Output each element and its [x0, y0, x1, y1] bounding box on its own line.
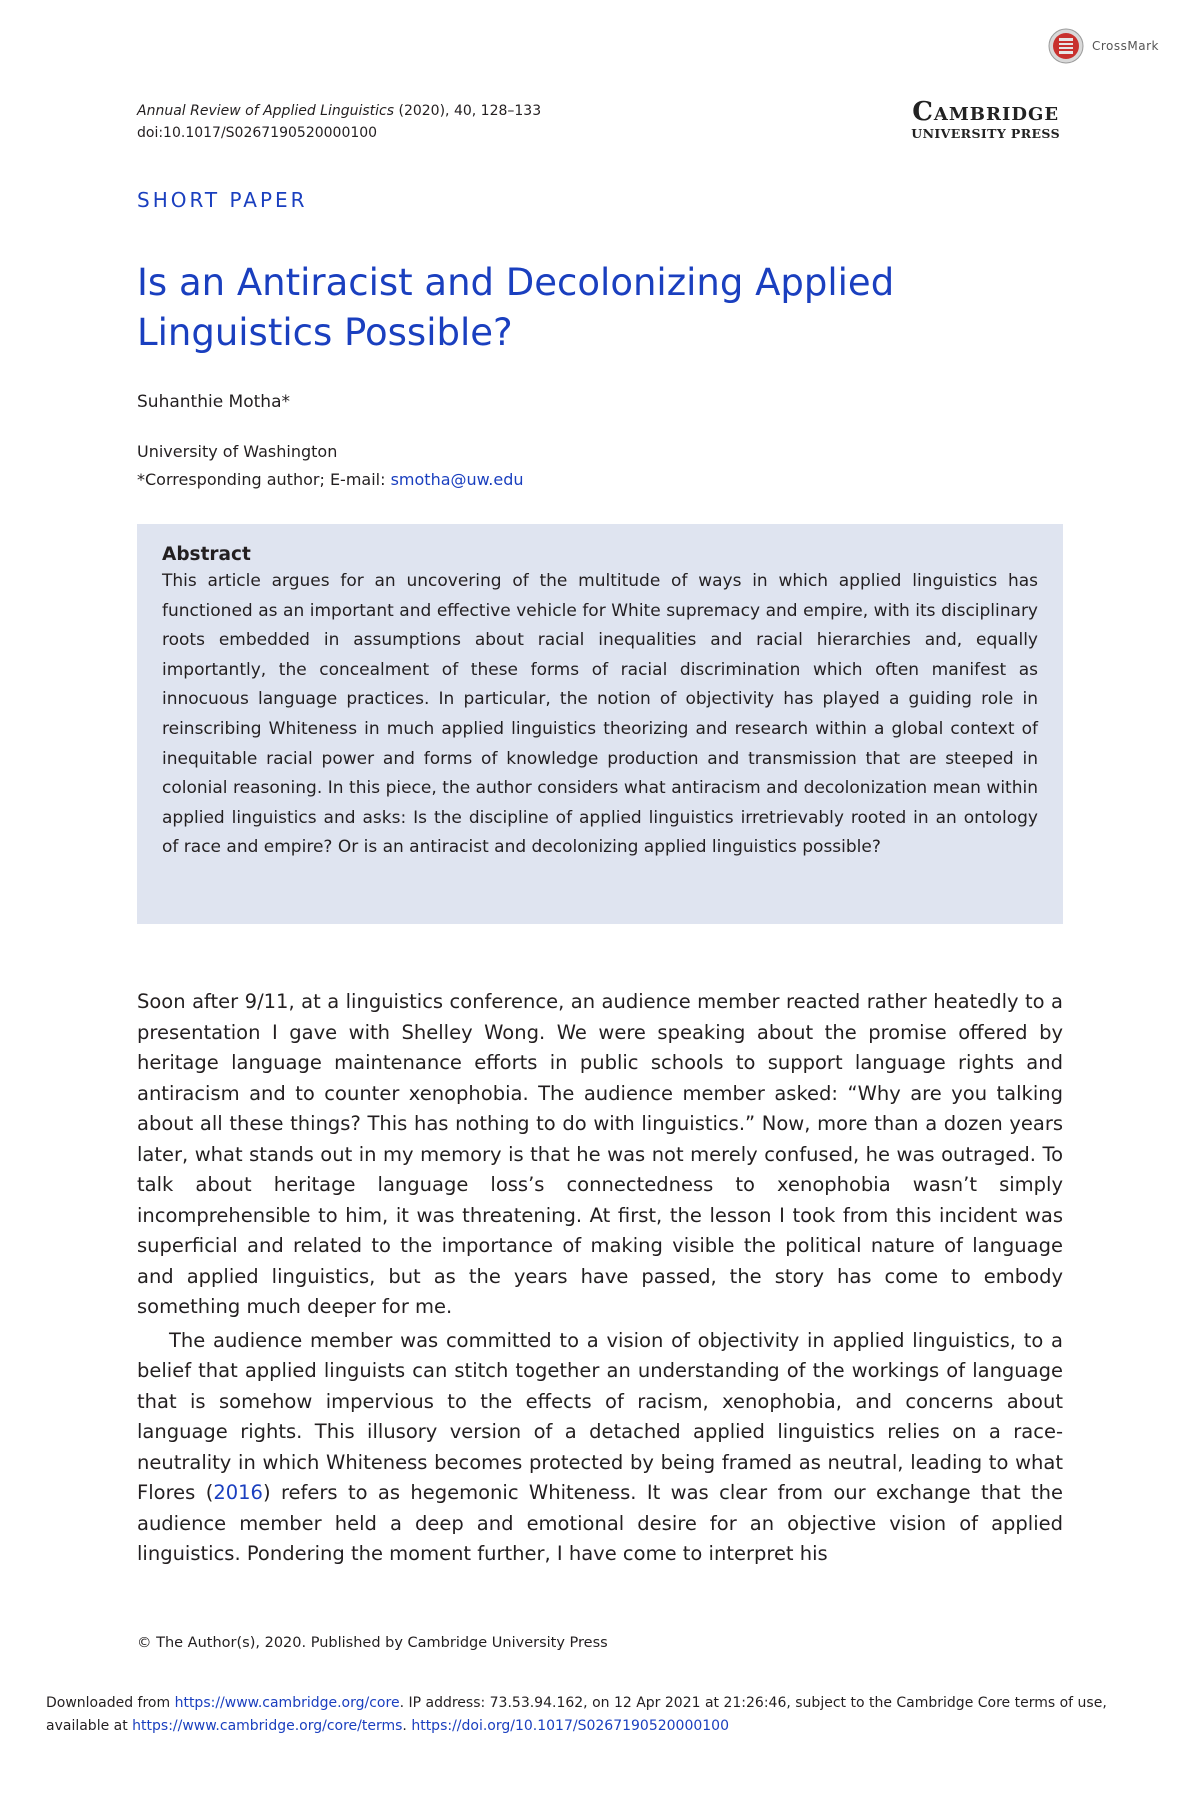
body-paragraph-1: Soon after 9/11, at a linguistics conference, an audience member reacted rather heatedly to a presentation I gave with Shelley Wong. We were speaking about the promise offered by heritage language maintenance efforts in public schools to support language rights and antiracism and to counter xenophobia. The audience member asked: “Why are you talking about all these things? This has nothing to do with linguistics.” Now, more than a dozen years later, what stands out in my memory is that he was not merely confused, he was outraged. To talk about heritage language loss’s connectedness to xenophobia wasn’t simply incomprehensible to him, it was threatening. At first, the lesson I took from this incident was superficial and related to the importance of making visible the political nature of language and applied linguistics, but as the years have passed, the story has come to embody something much deeper for me.	[137, 990, 1063, 1318]
paragraph-2-text-start: The audience member was committed to a vision of objectivity in applied linguistics, to a belief that applied linguists can stitch together an understanding of the workings of language that is somehow impervious to the effects of racism, xenophobia, and concerns about language rights. This illusory version of a detached applied linguistics relies on a race-neutrality in which Whiteness becomes protected by being framed as neutral, leading to what Flores (	[137, 1328, 1063, 1504]
download-separator: .	[402, 1718, 412, 1734]
journal-citation	[137, 100, 541, 144]
download-notice	[46, 1692, 1156, 1738]
body-paragraph-2	[137, 1326, 1063, 1570]
article-title: Is an Antiracist and Decolonizing Applied Linguistics Possible?	[137, 261, 895, 354]
corresponding-label: *Corresponding author; E-mail:	[137, 470, 391, 489]
abstract-text: This article argues for an uncovering of the multitude of ways in which applied linguistics has functioned as an important and effective vehicle for White supremacy and empire, with its disciplinary roots embedded in assumptions about racial inequalities and racial hierarchies and, equally importantly, the concealment of these forms of racial discrimination which often manifest as innocuous language practices. In particular, the notion of objectivity has played a guiding role in reinscribing Whiteness in much applied linguistics theorizing and research within a global context of inequitable racial power and forms of knowledge production and transmission that are steeped in colonial reasoning. In this piece, the author considers what antiracism and decolonization mean within applied linguistics and asks: Is the discipline of applied linguistics irretrievably rooted in an ontology of race and empire? Or is an antiracist and decolonizing applied linguistics possible?	[162, 571, 1038, 858]
core-link[interactable]: https://www.cambridge.org/core	[174, 1695, 400, 1711]
author-email-link[interactable]: smotha@uw.edu	[390, 470, 524, 489]
journal-name: Annual Review of Applied Linguistics	[137, 103, 395, 119]
terms-link[interactable]: https://www.cambridge.org/core/terms	[132, 1718, 403, 1734]
paragraph-2-text-end: ) refers to as hegemonic Whiteness. It was clear from our exchange that the audience member held a deep and emotional desire for an objective vision of applied linguistics. Pondering the moment further, I have come to interpret his	[137, 1481, 1064, 1565]
abstract-heading: Abstract	[162, 544, 251, 565]
article-type-label: SHORT PAPER	[137, 188, 308, 212]
crossmark-label: CrossMark	[1092, 39, 1159, 53]
journal-volume: (2020), 40, 128–133	[398, 103, 542, 119]
author-name: Suhanthie Motha*	[137, 392, 290, 412]
publisher-subtitle: UNIVERSITY PRESS	[911, 126, 1060, 141]
publisher-logo	[911, 98, 1060, 142]
author-affiliation-block	[137, 438, 524, 494]
download-prefix: Downloaded from	[46, 1695, 175, 1711]
citation-link[interactable]: 2016	[213, 1481, 263, 1504]
publisher-name: Cambridge	[912, 97, 1060, 127]
copyright-notice: © The Author(s), 2020. Published by Cambridge University Press	[137, 1635, 608, 1651]
crossmark-icon	[1048, 28, 1084, 64]
download-middle: . IP address: 73.53.94.162, on 12 Apr 2021 at 21:26:46, subject to the Cambridge Core terms of use, available at	[46, 1695, 1107, 1734]
corresponding-author	[137, 466, 524, 494]
affiliation: University of Washington	[137, 442, 338, 461]
abstract-box	[137, 524, 1063, 924]
crossmark-badge[interactable]	[1048, 28, 1159, 64]
article-body	[137, 987, 1063, 1570]
doi-link[interactable]: https://doi.org/10.1017/S0267190520000100	[411, 1718, 729, 1734]
journal-doi: doi:10.1017/S0267190520000100	[137, 125, 378, 141]
